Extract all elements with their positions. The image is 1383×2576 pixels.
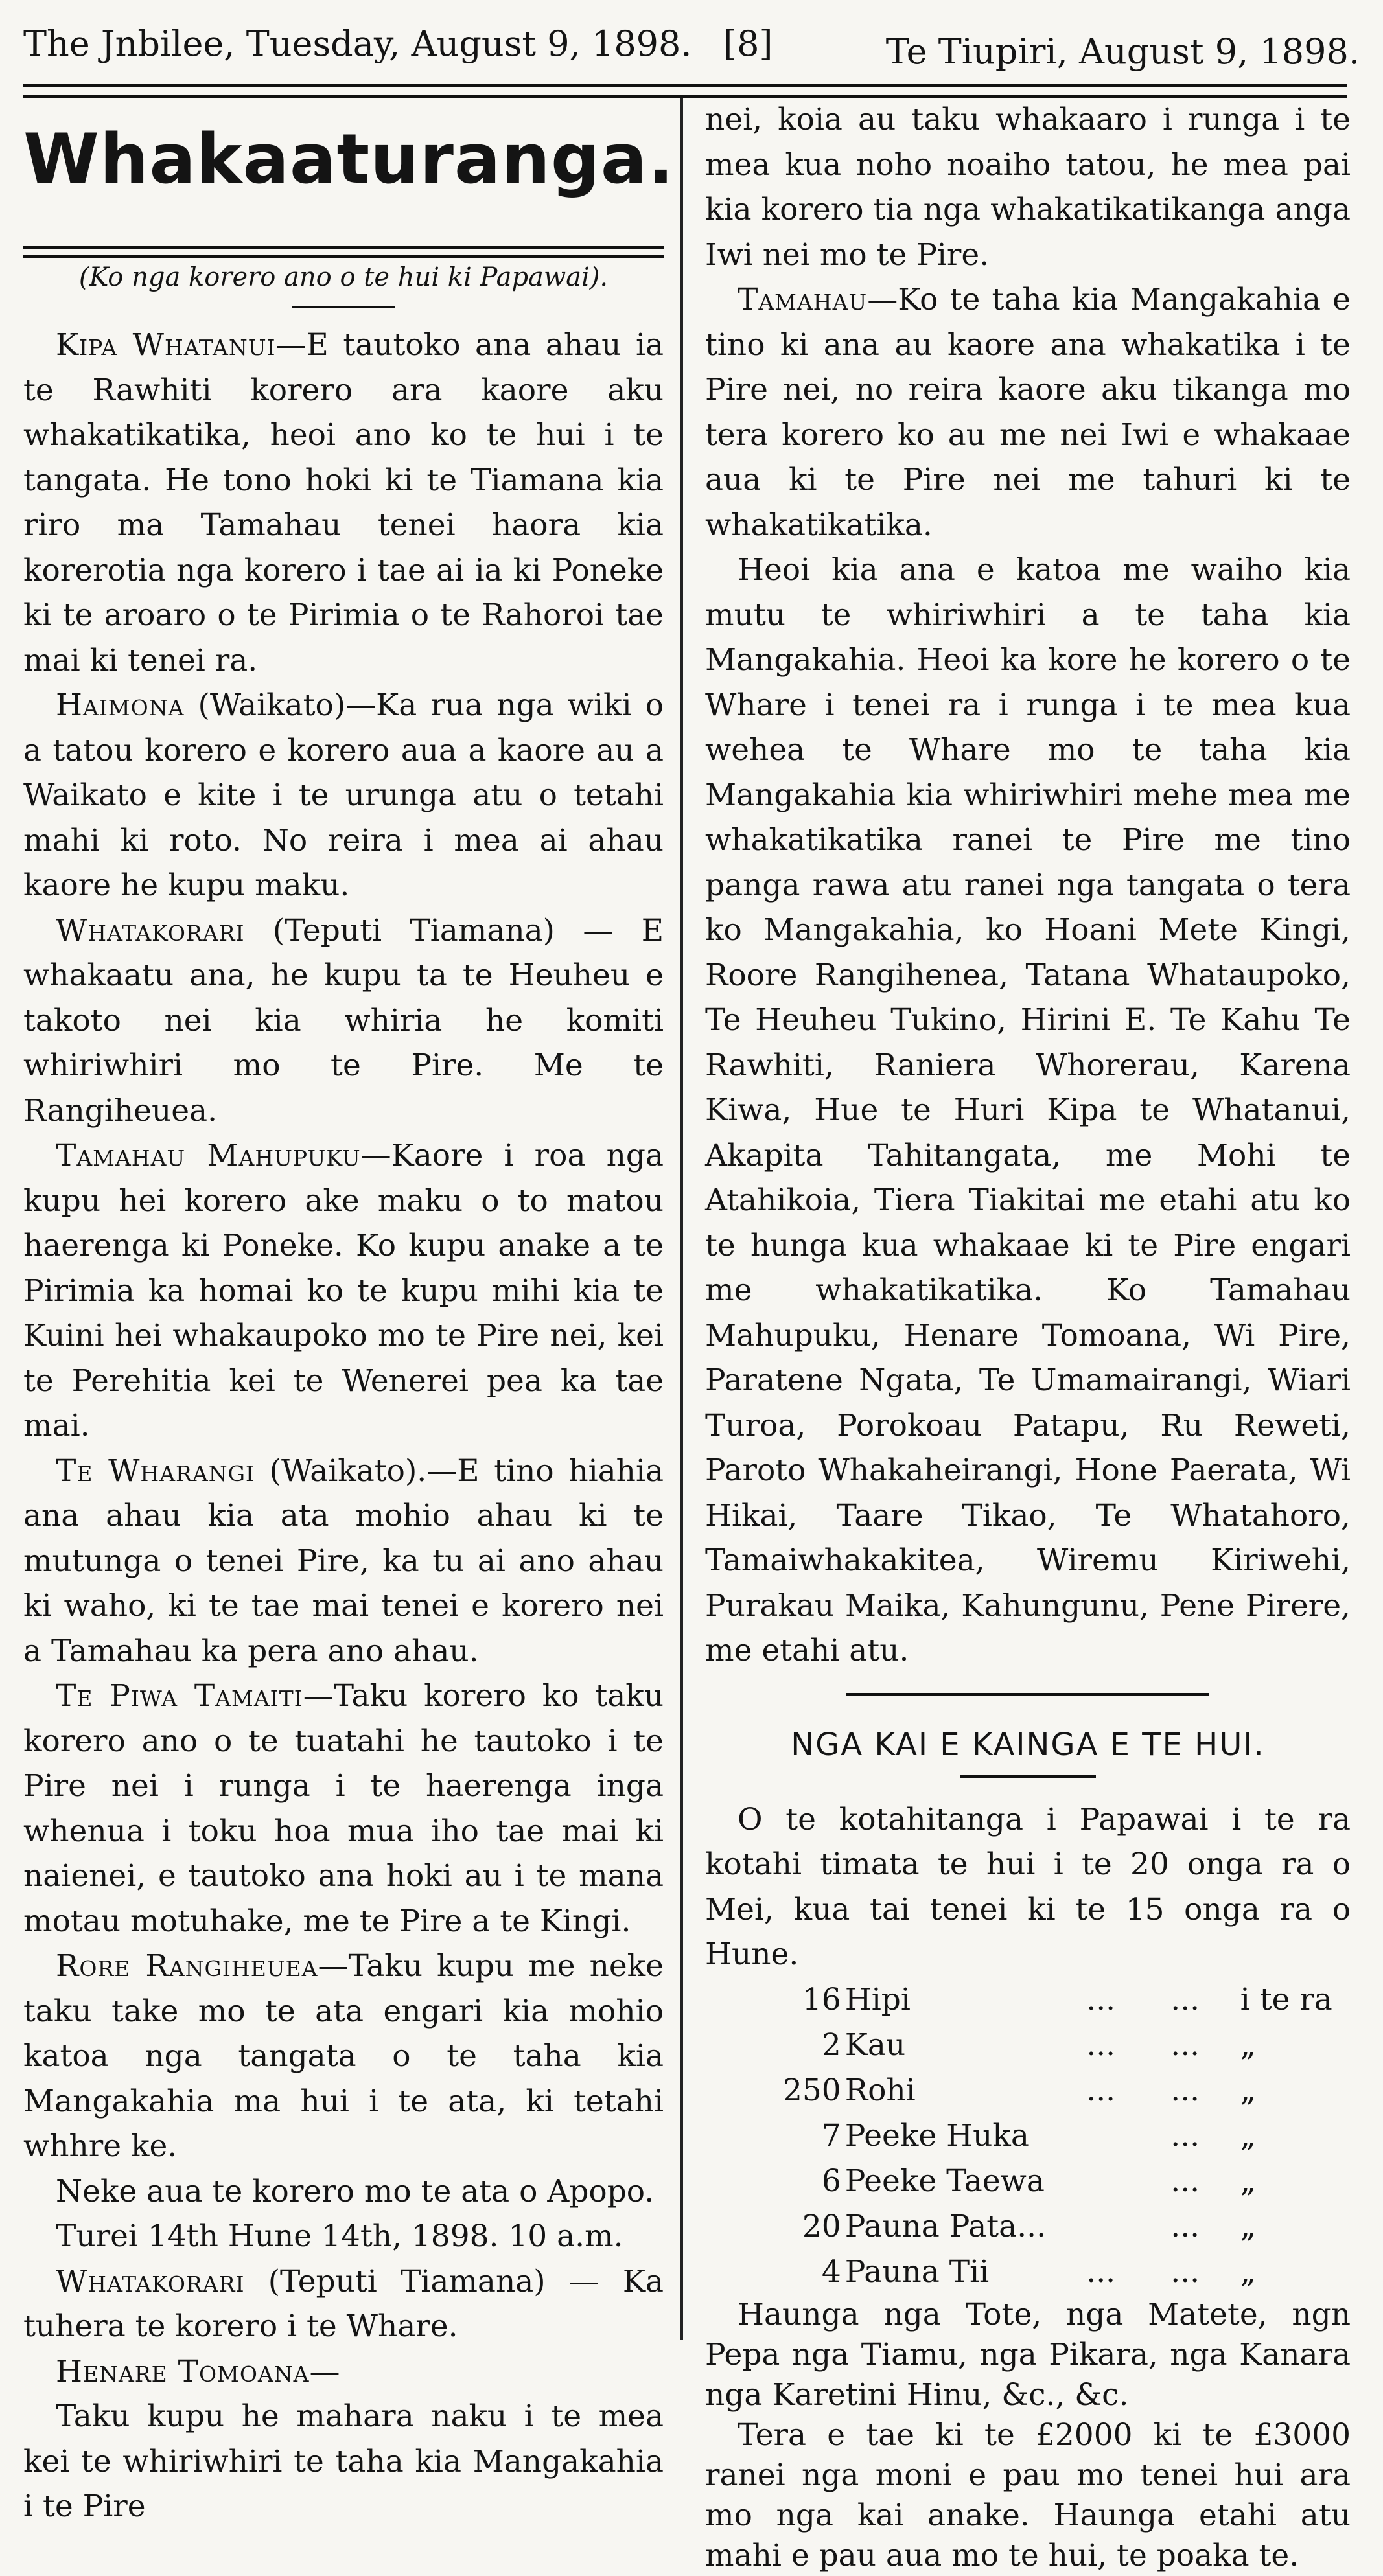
paragraph: Tamahau Mahupuku—Kaore i roa nga kupu hei korero ake maku o to matou haerenga ki Poneke. Ko kupu anake a te Pirimia ka homai ko te kupu mihi kia te Kuini hei whakaupoko mo te Pire nei, kei te Perehitia kei te Wenerei pea ka tae mai.	[23, 1138, 664, 1443]
paragraph: Heoi kia ana e katoa me waiho kia mutu te whiriwhiri a te taha kia Mangakahia. Heoi ka kore he korero o te Whare i tenei ra i runga i te mea kua wehea te Whare mo te taha kia Mangakahia kia whiriwhiri mehe mea me whakatikatika ranei te Pire me tino panga rawa atu ranei nga tangata o tera ko Mangakahia, ko Hoani Mete Kingi, Roore Rangihenea, Tatana Whataupoko, Te Heuheu Tukino, Hirini E. Te Kahu Te Rawhiti, Raniera Whorerau, Karena Kiwa, Hue te Huri Kipa te Whatanui, Akapita Tahitangata, me Mohi te Atahikoia, Tiera Tiakitai me etahi atu ko te hunga kua whakaae ki te Pire engari me whakatikatika. Ko Tamahau Mahupuku, Henare Tomoana, Wi Pire, Paratene Ngata, Te Umamairangi, Wiari Turoa, Porokoau Patapu, Ru Reweti, Paroto Whakaheirangi, Hone Paerata, Wi Hikai, Taare Tikao, Te Whatahoro, Tamaiwhakakitea, Wiremu Kiriwehi, Purakau Maika, Kahungunu, Pene Pirere, me etahi atu.	[705, 552, 1351, 1668]
article-subtitle: (Ko nga korero ano o te hui ki Papawai).	[78, 262, 609, 292]
closing-paragraph: Haunga nga Tote, nga Matete, ngn Pepa nga Tiamu, nga Pikara, nga Kanara nga Karetini Hinu, &c., &c.	[705, 2296, 1351, 2413]
right-column	[705, 97, 1351, 2576]
paragraph: Neke aua te korero mo te ata o Apopo.	[56, 2173, 655, 2209]
table-row: 4 Pauna Tii ... ... „	[821, 2253, 1257, 2290]
column-divider	[680, 98, 683, 2340]
section-title: NGA KAI E KAINGA E TE HUI.	[791, 1726, 1265, 1763]
header-rule	[23, 84, 1347, 87]
left-column	[23, 97, 675, 2529]
paragraph: Whatakorari (Teputi Tiamana) — E whakaatu ana, he kupu ta te Heuheu e takoto nei kia whiria he komiti whiriwhiri mo te Pire. Me te Rangiheuea.	[23, 912, 664, 1129]
paragraph: Henare Tomoana—	[56, 2353, 340, 2389]
paragraph: Rore Rangiheuea—Taku kupu me neke taku take mo te ata engari kia mohio katoa nga tangata o te taha kia Mangakahia ma hui i te ata, ki tetahi whhre ke.	[23, 1948, 664, 2164]
table-row: 2 Kau ... ... „	[821, 2027, 1257, 2063]
paragraph: Kipa Whatanui—E tautoko ana ahau ia te Rawhiti korero ara kaore aku whakatikatika, heoi ano ko te hui i te tangata. He tono hoki ki te Tiamana kia riro ma Tamahau tenei haora kia korerotia nga korero i tae ai ia ki Poneke ki te aroaro o te Pirimia o te Rahoroi tae mai ki tenei ra.	[23, 327, 664, 678]
paragraph: Te Piwa Tamaiti—Taku korero ko taku korero ano o te tuatahi he tautoko i te Pire nei i runga i te haerenga inga whenua i toku hoa mua iho tae mai ki naienei, e tautoko ana hoki au i te mana motau motuhake, me te Pire a te Kingi.	[23, 1678, 664, 1939]
paragraph: Turei 14th Hune 14th, 1898. 10 a.m.	[56, 2218, 623, 2254]
paragraph: Taku kupu he mahara naku i te mea kei te whiriwhiri te taha kia Mangakahia i te Pire	[23, 2398, 664, 2524]
paragraph: Te Wharangi (Waikato).—E tino hiahia ana ahau kia ata mohio ahau ki te mutunga o tenei Pire, ka tu ai ano ahau ki waho, ki te tae mai tenei e korero nei a Tamahau ka pera ano ahau.	[23, 1453, 664, 1669]
page-number: [8]	[723, 23, 773, 64]
subtitle-rule	[292, 306, 395, 308]
table-row: 20 Pauna Pata... ... „	[802, 2208, 1257, 2244]
food-table	[783, 1977, 1338, 2295]
title-rule	[23, 246, 664, 258]
section-intro: O te kotahitanga i Papawai i te ra kotahi timata te hui i te 20 onga ra o Mei, kua tai tenei ki te 15 onga ra o Hune.	[705, 1801, 1351, 1972]
section-rule	[846, 1693, 1209, 1696]
table-row: 6 Peeke Taewa ... „	[821, 2163, 1257, 2199]
paragraph: Whatakorari (Teputi Tiamana) — Ka tuhera te korero i te Whare.	[23, 2263, 664, 2344]
table-row: 250 Rohi ... ... „	[783, 2072, 1257, 2108]
section-title-rule	[960, 1775, 1096, 1778]
table-row: 16 Hipi ... ... i te ra	[802, 1981, 1332, 2018]
closing-paragraph: Tera e tae ki te £2000 ki te £3000 ranei nga moni e pau mo tenei hui ara mo nga kai anake. Haunga etahi atu mahi e pau aua mo te hui, te poaka te.	[705, 2417, 1351, 2573]
page-header	[23, 12, 1360, 70]
paragraph: Haimona (Waikato)—Ka rua nga wiki o a tatou korero e korero aua a kaore au a Waikato e kite i te urunga atu o tetahi mahi ki roto. No reira i mea ai ahau kaore he kupu maku.	[23, 687, 664, 903]
table-row: 7 Peeke Huka ... „	[821, 2117, 1257, 2154]
article-title: Whakaaturanga.	[23, 119, 675, 199]
paragraph: nei, koia au taku whakaaro i runga i te mea kua noho noaiho tatou, he mea pai kia korero tia nga whakatikatikanga anga Iwi nei mo te Pire.	[705, 102, 1351, 273]
paragraph: Tamahau—Ko te taha kia Mangakahia e tino ki ana au kaore ana whakatika i te Pire nei, no reira kaore aku tikanga mo tera korero ko au me nei Iwi e whakaae aua ki te Pire nei me tahuri ki te whakatikatika.	[705, 282, 1351, 543]
header-right: Te Tiupiri, August 9, 1898.	[885, 31, 1360, 72]
header-left: The Jnbilee, Tuesday, August 9, 1898.	[23, 23, 692, 64]
